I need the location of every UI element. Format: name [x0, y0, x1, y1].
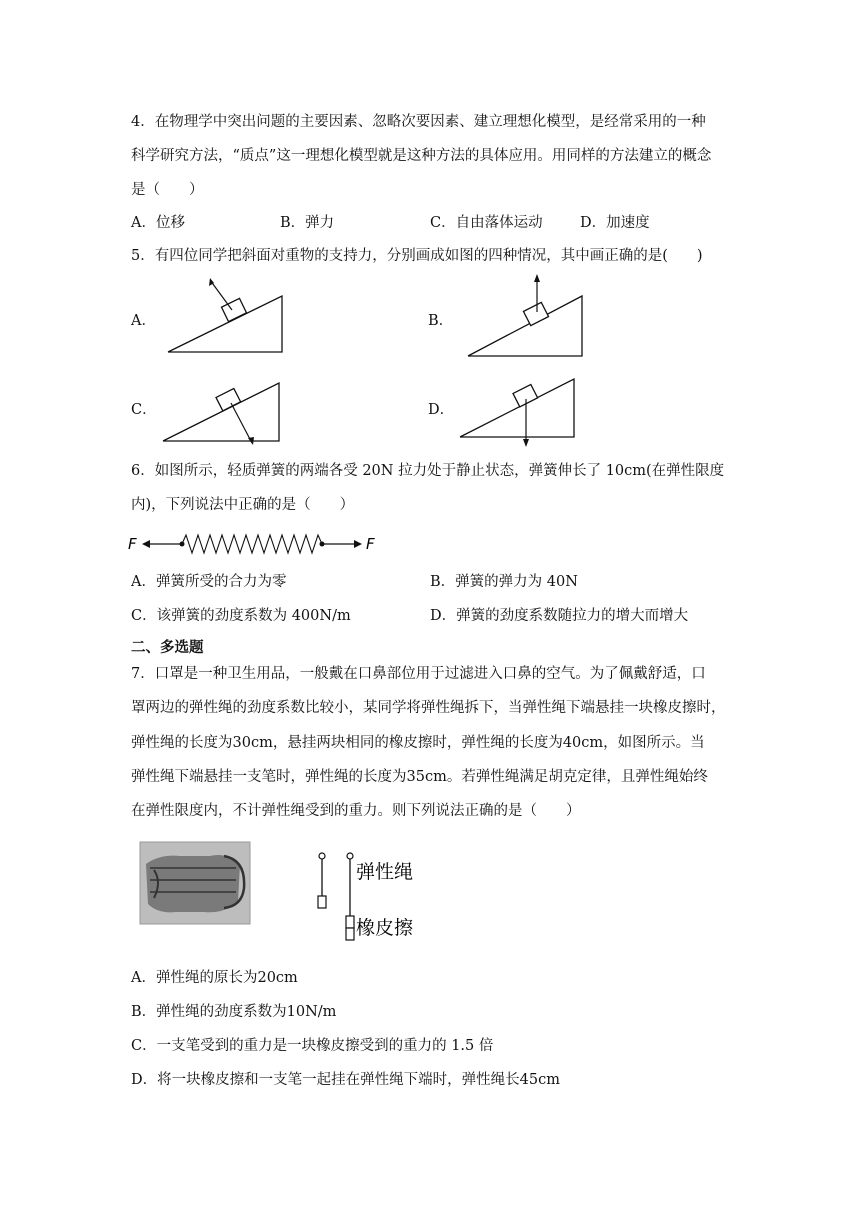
q5-stem: 5．有四位同学把斜面对重物的支持力，分别画成如图的四种情况，其中画正确的是( ) [131, 248, 703, 264]
q4-stem-line-1: 4．在物理学中突出问题的主要因素、忽略次要因素、建立理想化模型，是经常采用的一种 [131, 114, 706, 130]
q5-figure-b [460, 272, 600, 357]
q6-option-d: D．弹簧的劲度系数随拉力的增大而增大 [430, 608, 689, 624]
mask-photo [140, 842, 250, 924]
q5-label-d: D． [428, 402, 455, 418]
section-title-multiple-choice: 二、多选题 [131, 639, 204, 656]
q7-option-b: B．弹性绳的劲度系数为10N/m [131, 1004, 337, 1020]
q4-stem-line-2: 科学研究方法，“质点”这一理想化模型就是这种方法的具体应用。用同样的方法建立的概念 [131, 148, 712, 164]
q6-option-c: C．该弹簧的劲度系数为 400N/m [131, 608, 351, 624]
q4-option-a: A．位移 [131, 215, 185, 231]
q5-label-c: C． [131, 402, 157, 418]
q5-label-b: B． [428, 313, 454, 329]
label-eraser: 橡皮擦 [356, 917, 414, 939]
q5-label-a: A． [131, 313, 156, 329]
q7-option-c: C．一支笔受到的重力是一块橡皮擦受到的重力的 1.5 倍 [131, 1038, 494, 1054]
q7-stem-line-3: 弹性绳的长度为30cm，悬挂两块相同的橡皮擦时，弹性绳的长度为40cm，如图所示。当 [131, 735, 705, 751]
q4-option-d: D．加速度 [580, 215, 650, 231]
q7-stem-line-5: 在弹性限度内，不计弹性绳受到的重力。则下列说法正确的是（ ） [131, 803, 581, 819]
q7-stem-line-2: 罩两边的弹性绳的劲度系数比较小，某同学将弹性绳拆下，当弹性绳下端悬挂一块橡皮擦时， [131, 700, 726, 716]
q7-option-d: D．将一块橡皮擦和一支笔一起挂在弹性绳下端时，弹性绳长45cm [131, 1072, 560, 1088]
q6-stem-line-1: 6．如图所示，轻质弹簧的两端各受 20N 拉力处于静止状态，弹簧伸长了 10cm(在弹性限度 [131, 463, 725, 479]
elastic-cord-diagram [310, 848, 440, 948]
q5-figure-d [452, 375, 592, 450]
force-label-left: F [128, 535, 137, 553]
q4-stem-line-3: 是（ ） [131, 182, 204, 198]
q5-figure-c [155, 375, 295, 450]
q6-option-a: A．弹簧所受的合力为零 [131, 574, 287, 590]
q6-option-b: B．弹簧的弹力为 40N [430, 574, 578, 590]
q7-stem-line-1: 7．口罩是一种卫生用品，一般戴在口鼻部位用于过滤进入口鼻的空气。为了佩戴舒适，口 [131, 666, 706, 682]
force-label-right: F [366, 535, 375, 553]
label-elastic-cord: 弹性绳 [356, 861, 414, 883]
q7-stem-line-4: 弹性绳下端悬挂一支笔时，弹性绳的长度为35cm。若弹性绳满足胡克定律，且弹性绳始终 [131, 769, 708, 785]
q5-figure-a [160, 272, 300, 357]
q4-option-c: C．自由落体运动 [430, 215, 543, 231]
spring-figure [126, 530, 386, 558]
q6-stem-line-2: 内)，下列说法中正确的是（ ） [131, 497, 355, 513]
q7-option-a: A．弹性绳的原长为20cm [131, 970, 298, 986]
q4-option-b: B．弹力 [280, 215, 335, 231]
